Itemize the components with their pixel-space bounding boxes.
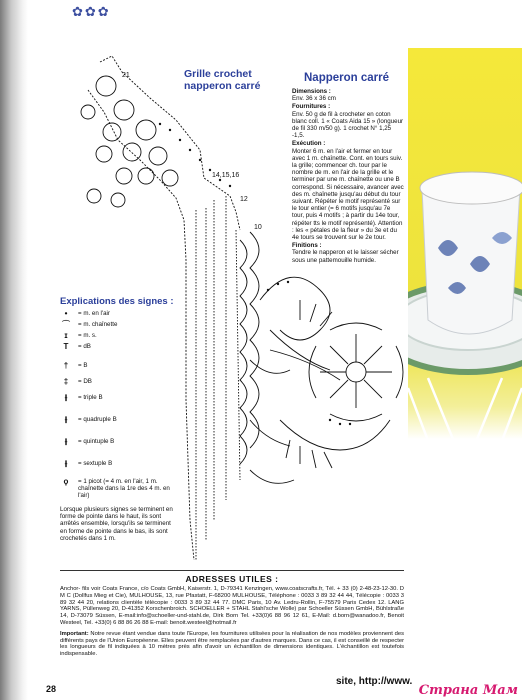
- chart-title-line1: Grille crochet: [184, 68, 252, 80]
- addresses-text: Anchor- fils voir Coats France, c/o Coats GmbH, Kaiserstr. 1, D-79341 Kenzingen, www.coatscrafts.fr, Tél. + 33 (0) 2-48-23-12-30. D M C (Dollfus Mieg et Cie), MULHOUSE, 13, rue Pfastatt, F-68200 MULHOUSE, Téléphone : 0033 3 89 32 44 44, Télécopie : 0033 3 89 32 44 20, relations clientèle télécopie : 0033 3 89 32 44 77. DMC Paris, 10 Av. Ledru-Rollin, F-75579 Paris Cedex 12. LANG YARNS, Püllenweg 20, D-41352 Korschenbroich. SCHOELLER + STAHL Stahl'sche Wolle) par Schoeller Süssen GmbH, Bühlstraße 14, D-73079 Süssen, E-mail:info@schoeller-und-stahl.de, Dirk Born Tel. +33(0)6 88 96 12 61, E-Mail: d.born@wanadoo.fr, Benoit Westeel, Tel. +33(0) 6 88 86 26 88 E-mail: benoit.westeel@hotmail.fr: [60, 586, 404, 626]
- treble-crochet-icon: ‡: [63, 377, 69, 386]
- legend-item: [60, 378, 92, 385]
- page-number: 28: [46, 684, 57, 694]
- execution-label: Exécution :: [292, 140, 326, 148]
- product-photo: [408, 48, 522, 700]
- flower-ornament-icon: ✿✿✿: [72, 4, 111, 19]
- execution-text: Monter 6 m. en l'air et fermer en tour avec 1 m. chaînette. Cont. en tours suiv. la grille; commencer ch. tour par le nombre de m. en l'air de la grille et le terminer par une m. chaînette ou une B correspond. Si nécessaire, avancer avec des m. chaînette jusqu'au début du tour suivant. Répéter le motif représenté sur le tour entier (= 6 motifs jusqu'au 7e tour, puis 4 motifs ; à partir du 14e tour, répéter tts le motif représenté). Attention : les « pétales de la fleur » du 3e et du 4e tours se trouvent sur le 2e tour.: [292, 147, 404, 242]
- legend-text: = DB: [78, 378, 92, 385]
- legend-text: = quintuple B: [78, 438, 115, 445]
- chart-row-label-12: 12: [240, 196, 248, 203]
- legend-title: Explications des signes :: [60, 296, 174, 307]
- dimensions-text: Env. 36 x 36 cm: [292, 95, 336, 103]
- important-label: Important:: [60, 630, 89, 637]
- legend-item: [60, 321, 117, 328]
- chart-row-label-14-16: 14,15,16: [212, 172, 240, 179]
- legend-item: [60, 416, 117, 423]
- legend-item: [60, 478, 174, 499]
- supplies-text: Env. 50 g de fil à crocheter en coton blanc coll. 1 « Coats Aida 15 » (longueur de fil 330 m/50 g). 1 crochet N° 1,25 -1,5.: [292, 110, 404, 140]
- legend-text: = B: [78, 362, 88, 369]
- half-double-icon: T: [63, 342, 69, 351]
- legend-item: [60, 310, 110, 317]
- watermark-logo: Страна Мам: [418, 683, 518, 698]
- legend-item: [60, 332, 97, 339]
- legend-item: [60, 460, 112, 467]
- chart-row-label-10: 10: [254, 224, 262, 231]
- addresses-title: ADRESSES UTILES :: [185, 574, 279, 584]
- pattern-title: Napperon carré: [304, 72, 390, 84]
- quadruple-treble-icon: ⫲: [64, 415, 68, 424]
- legend-text: = m. en l'air: [78, 310, 110, 317]
- legend-item: [60, 438, 114, 445]
- legend-text: = quadruple B: [78, 416, 117, 423]
- legend-item: [60, 394, 103, 401]
- chain-stitch-icon: •: [64, 309, 68, 318]
- supplies-label: Fournitures :: [292, 103, 331, 111]
- legend-text: = triple B: [78, 394, 103, 401]
- legend-note: Lorsque plusieurs signes se terminent en forme de pointe dans le haut, ils sont arrêtés ensemble, lorsqu'ils se terminent en forme de pointe dans le bas, ils sont crochetés dans 1 m.: [60, 506, 173, 542]
- legend-text: = m. s.: [78, 332, 97, 339]
- legend-text: = dB: [78, 343, 91, 350]
- legend-text: = sextuple B: [78, 460, 113, 467]
- important-note: [60, 631, 404, 658]
- chart-title: [184, 68, 260, 92]
- finish-label: Finitions :: [292, 242, 322, 250]
- footer-site-text: site, http://www.: [336, 676, 413, 687]
- triple-treble-icon: ⫲: [64, 393, 68, 402]
- legend-text: = m. chaînette: [78, 321, 118, 328]
- finish-text: Tendre le napperon et le laisser sécher sous une pattemouille humide.: [292, 249, 399, 264]
- sextuple-treble-icon: ⫲: [64, 459, 68, 468]
- chart-row-label-21: 21: [122, 72, 130, 79]
- legend-item: [60, 343, 91, 350]
- addresses-box: [60, 570, 404, 658]
- pattern-instructions: [292, 88, 404, 265]
- quintuple-treble-icon: ⫲: [64, 437, 68, 446]
- picot-icon: ϙ: [63, 477, 69, 486]
- cup-and-lace-illustration: [408, 48, 522, 700]
- chart-title-line2: napperon carré: [184, 80, 261, 92]
- double-crochet-icon: †: [63, 361, 69, 370]
- single-crochet-icon: ɪ: [64, 331, 68, 340]
- legend-text: = 1 picot (= 4 m. en l'air, 1 m. chaînette dans la 1re des 4 m. en l'air): [78, 478, 170, 499]
- slip-stitch-icon: ⌒: [62, 320, 70, 329]
- legend-item: [60, 362, 87, 369]
- dimensions-label: Dimensions :: [292, 88, 331, 95]
- important-text: Notre revue étant vendue dans toute l'Europe, les fournitures utilisées pour la réalisation de nos modèles proviennent des différents pays de l'Union Européenne. Elles peuvent être remplacées par d'autres marques. Dans ce cas, il est conseillé de respecter les longueurs de fil indiquées à 10 mètres près afin d'avoir un échantillon de dimensions identiques. L'échantillon est toutefois indispensable.: [60, 630, 404, 658]
